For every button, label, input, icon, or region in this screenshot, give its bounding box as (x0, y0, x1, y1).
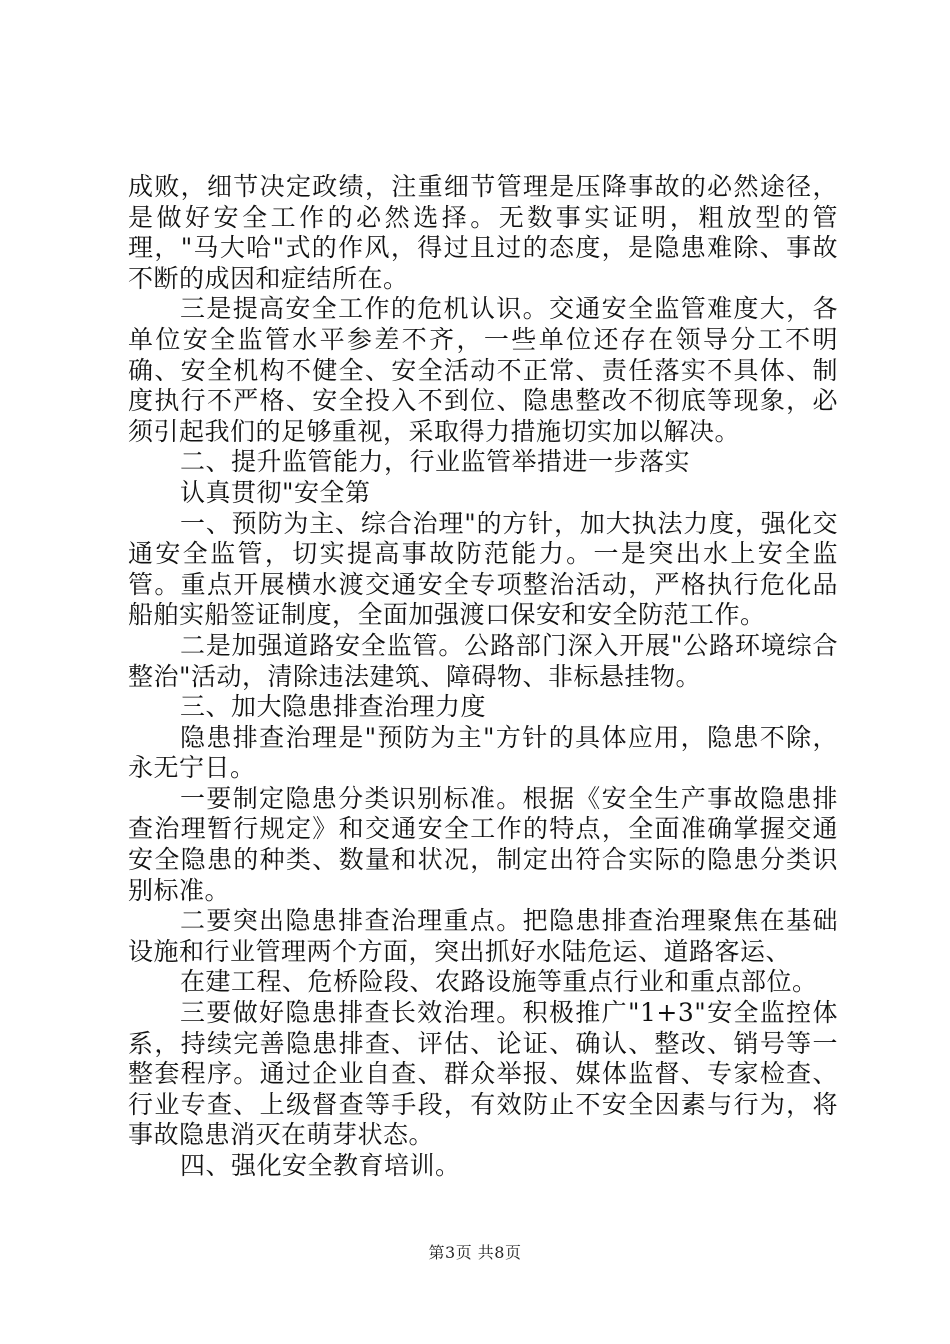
section-heading-2: 二、提升监管能力，行业监管举措进一步落实 (180, 447, 691, 477)
paragraph-11: 在建工程、危桥险段、农路设施等重点行业和重点部位。 (180, 967, 818, 997)
section-heading-3: 三、加大隐患排查治理力度 (180, 692, 487, 722)
page-number-footer: 第3页 共8页 (428, 1243, 522, 1262)
paragraph-12: 三要做好隐患排查长效治理。积极推广"1+3"安全监控体系，持续完善隐患排查、评估、论证、确认、整改、销号等一整套程序。通过企业自查、群众举报、媒体监督、专家检查、行业专查、上级督查等手段，有效防止不安全因素与行为，将事故隐患消灭在萌芽状态。 (128, 998, 838, 1150)
paragraph-10: 二要突出隐患排查治理重点。把隐患排查治理聚焦在基础设施和行业管理两个方面，突出抓好水陆危运、道路客运、 (128, 906, 838, 966)
paragraph-1: 成败，细节决定政绩，注重细节管理是压降事故的必然途径，是做好安全工作的必然选择。无数事实证明，粗放型的管理，"马大哈"式的作风，得过且过的态度，是隐患难除、事故不断的成因和症结所在。 (128, 172, 838, 293)
paragraph-6: 二是加强道路安全监管。公路部门深入开展"公路环境综合整治"活动，清除违法建筑、障碍物、非标悬挂物。 (128, 630, 838, 691)
paragraph-8: 隐患排查治理是"预防为主"方针的具体应用，隐患不除，永无宁日。 (128, 722, 838, 783)
document-body (128, 172, 838, 1182)
paragraph-4: 认真贯彻"安全第 (180, 477, 371, 507)
section-heading-4: 四、强化安全教育培训。 (180, 1151, 461, 1180)
paragraph-2: 三是提高安全工作的危机认识。交通安全监管难度大，各单位安全监管水平参差不齐，一些单位还存在领导分工不明确、安全机构不健全、安全活动不正常、责任落实不具体、制度执行不严格、安全投入不到位、隐患整改不彻底等现象，必须引起我们的足够重视，采取得力措施切实加以解决。 (128, 294, 838, 446)
paragraph-9: 一要制定隐患分类识别标准。根据《安全生产事故隐患排查治理暂行规定》和交通安全工作的特点，全面准确掌握交通安全隐患的种类、数量和状况，制定出符合实际的隐患分类识别标准。 (128, 783, 838, 905)
paragraph-5: 一、预防为主、综合治理"的方针，加大执法力度，强化交通安全监管，切实提高事故防范能力。一是突出水上安全监管。重点开展横水渡交通安全专项整治活动，严格执行危化品船舶实船签证制度，全面加强渡口保安和安全防范工作。 (128, 508, 838, 630)
